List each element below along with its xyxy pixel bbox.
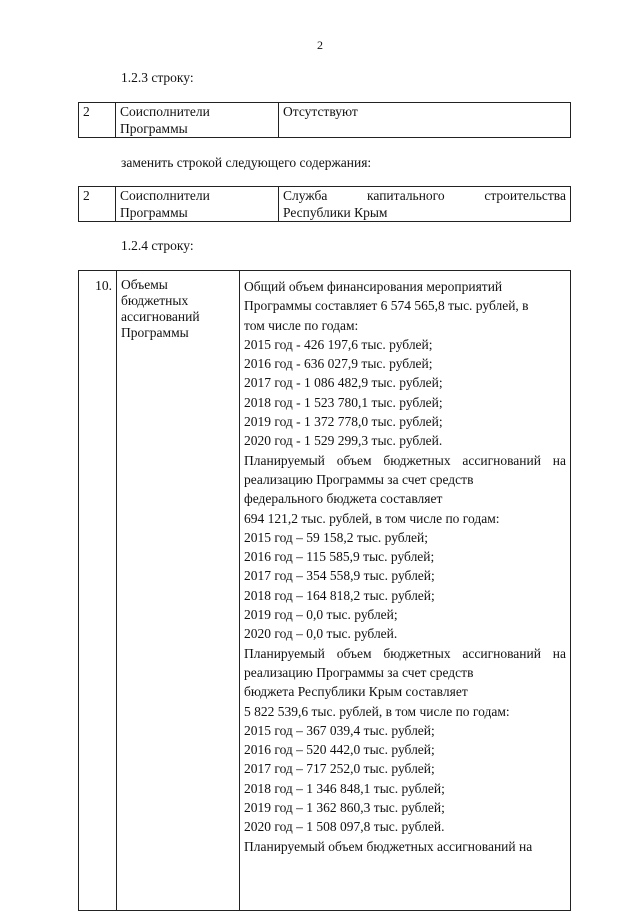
budget-row-value-line: 2018 год – 164 818,2 тыс. рублей; bbox=[244, 587, 435, 603]
page-number: 2 bbox=[317, 38, 323, 52]
budget-row-value-line: 2018 год – 1 346 848,1 тыс. рублей; bbox=[244, 780, 445, 796]
old-row-number: 2 bbox=[79, 103, 116, 138]
budget-row-name-line: Программы bbox=[121, 325, 189, 340]
budget-row-value bbox=[240, 271, 571, 911]
new-row-name-line1: Соисполнители bbox=[120, 188, 210, 203]
new-row-name bbox=[116, 187, 279, 222]
budget-row-value-line: Общий объем финансирования мероприятий bbox=[244, 279, 503, 294]
budget-row-name-line: бюджетных bbox=[121, 293, 189, 308]
budget-row-value-line: 2015 год – 367 039,4 тыс. рублей; bbox=[244, 722, 435, 738]
budget-row-value-line: федерального бюджета составляет bbox=[244, 491, 443, 507]
budget-row-value-line: Планируемый объем бюджетных ассигнований на bbox=[244, 645, 566, 661]
new-row-value-line1: Служба капитального строительства bbox=[283, 188, 566, 203]
old-row-value: Отсутствуют bbox=[279, 103, 571, 138]
budget-row-value-line: 694 121,2 тыс. рублей, в том числе по годам: bbox=[244, 510, 500, 526]
budget-row-value-line: 2016 год – 115 585,9 тыс. рублей; bbox=[244, 549, 435, 565]
section-heading-1-2-4: 1.2.4 строку: bbox=[121, 238, 194, 253]
budget-row-value-line: Программы составляет 6 574 565,8 тыс. рублей, в bbox=[244, 298, 529, 314]
budget-row-value-line: реализацию Программы за счет средств bbox=[244, 664, 474, 680]
old-table-row bbox=[79, 103, 571, 138]
budget-row-value-line: 2019 год – 1 362 860,3 тыс. рублей; bbox=[244, 800, 445, 816]
budget-row-value-line: 2019 год – 0,0 тыс. рублей; bbox=[244, 607, 398, 623]
budget-row-value-line: том числе по годам: bbox=[244, 317, 359, 333]
budget-row-name-line: ассигнований bbox=[121, 309, 200, 324]
budget-row-value-line: 2020 год – 0,0 тыс. рублей. bbox=[244, 626, 398, 642]
new-row-number: 2 bbox=[79, 187, 116, 222]
budget-row-number: 10. bbox=[79, 271, 117, 911]
old-row-name bbox=[116, 103, 279, 138]
budget-row-value-line: 2019 год - 1 372 778,0 тыс. рублей; bbox=[244, 414, 443, 430]
budget-row-value-line: 2017 год – 717 252,0 тыс. рублей; bbox=[244, 761, 435, 777]
budget-row-value-line: 2017 год - 1 086 482,9 тыс. рублей; bbox=[244, 375, 443, 391]
budget-row-value-line: Планируемый объем бюджетных ассигнований на bbox=[244, 452, 566, 468]
budget-row-value-line: Планируемый объем бюджетных ассигнований на bbox=[244, 838, 533, 854]
budget-table-row bbox=[79, 271, 571, 911]
new-row-name-line2: Программы bbox=[120, 205, 188, 220]
new-row-value-line2: Республики Крым bbox=[283, 205, 388, 220]
budget-row-value-line: реализацию Программы за счет средств bbox=[244, 471, 474, 487]
old-row-name-line1: Соисполнители bbox=[120, 104, 210, 119]
budget-row-value-line: бюджета Республики Крым составляет bbox=[244, 684, 468, 700]
budget-row-value-line: 2015 год – 59 158,2 тыс. рублей; bbox=[244, 529, 429, 545]
budget-table bbox=[78, 270, 571, 911]
replace-instruction: заменить строкой следующего содержания: bbox=[121, 155, 372, 170]
old-row-table bbox=[78, 102, 571, 138]
budget-row-value-line: 5 822 539,6 тыс. рублей, в том числе по годам: bbox=[244, 703, 510, 719]
budget-row-value-line: 2020 год – 1 508 097,8 тыс. рублей. bbox=[244, 819, 445, 835]
budget-row-value-line: 2016 год - 636 027,9 тыс. рублей; bbox=[244, 356, 433, 372]
budget-row-value-line: 2018 год - 1 523 780,1 тыс. рублей; bbox=[244, 394, 443, 410]
budget-row-value-line: 2017 год – 354 558,9 тыс. рублей; bbox=[244, 568, 435, 584]
new-row-table bbox=[78, 186, 571, 222]
budget-row-name bbox=[117, 271, 240, 911]
budget-row-name-line: Объемы bbox=[121, 277, 168, 292]
new-row-value bbox=[279, 187, 571, 222]
section-heading-1-2-3: 1.2.3 строку: bbox=[121, 70, 194, 85]
budget-row-value-line: 2020 год - 1 529 299,3 тыс. рублей. bbox=[244, 433, 443, 449]
old-row-name-line2: Программы bbox=[120, 121, 188, 136]
new-table-row bbox=[79, 187, 571, 222]
budget-row-value-line: 2016 год – 520 442,0 тыс. рублей; bbox=[244, 742, 435, 758]
budget-row-value-line: 2015 год - 426 197,6 тыс. рублей; bbox=[244, 336, 433, 352]
